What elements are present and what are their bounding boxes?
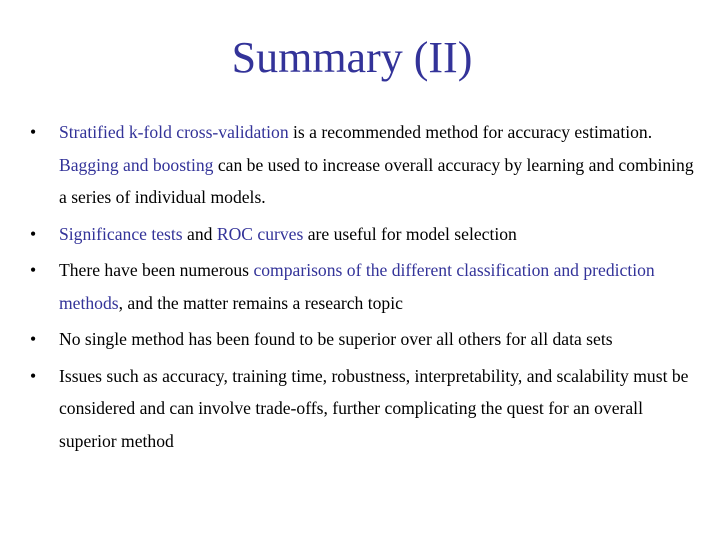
bullet-text: There have been numerous — [59, 260, 254, 280]
bullet-marker: • — [30, 223, 37, 244]
bullet-text: are useful for model selection — [303, 223, 517, 244]
bullet-text: No single method has been found to be superior over all others for all data sets — [59, 329, 613, 349]
bullet-marker: • — [30, 329, 37, 349]
bullet-item — [30, 323, 700, 356]
bullet-text: and — [182, 223, 217, 244]
bullet-list — [30, 116, 700, 461]
bullet-item — [30, 116, 700, 214]
bullet-text: , and the matter remains a research topic — [118, 292, 403, 313]
bullet-item — [30, 218, 700, 251]
highlighted-term: comparisons of the different classification and prediction methods — [59, 260, 655, 313]
bullet-marker: • — [30, 260, 37, 280]
bullet-item — [30, 360, 700, 458]
highlighted-term: Significance tests — [59, 223, 183, 244]
bullet-text: Issues such as accuracy, training time, robustness, interpretability, and scalability must be considered and can involve trade-offs, further complicating the quest for an overall superior method — [59, 365, 689, 451]
highlighted-term: Stratified k-fold cross-validation — [59, 122, 289, 142]
highlighted-term: Bagging and boosting — [59, 154, 214, 175]
bullet-marker: • — [30, 365, 37, 386]
slide-title: Summary (II) — [231, 33, 473, 82]
bullet-marker: • — [30, 122, 37, 142]
bullet-text: is a recommended method for accuracy estimation. — [288, 122, 653, 142]
bullet-item — [30, 254, 700, 319]
highlighted-term: ROC curves — [216, 223, 304, 244]
bullet-text: can be used to increase overall accuracy by learning and combining a series of individual models. — [59, 154, 694, 207]
